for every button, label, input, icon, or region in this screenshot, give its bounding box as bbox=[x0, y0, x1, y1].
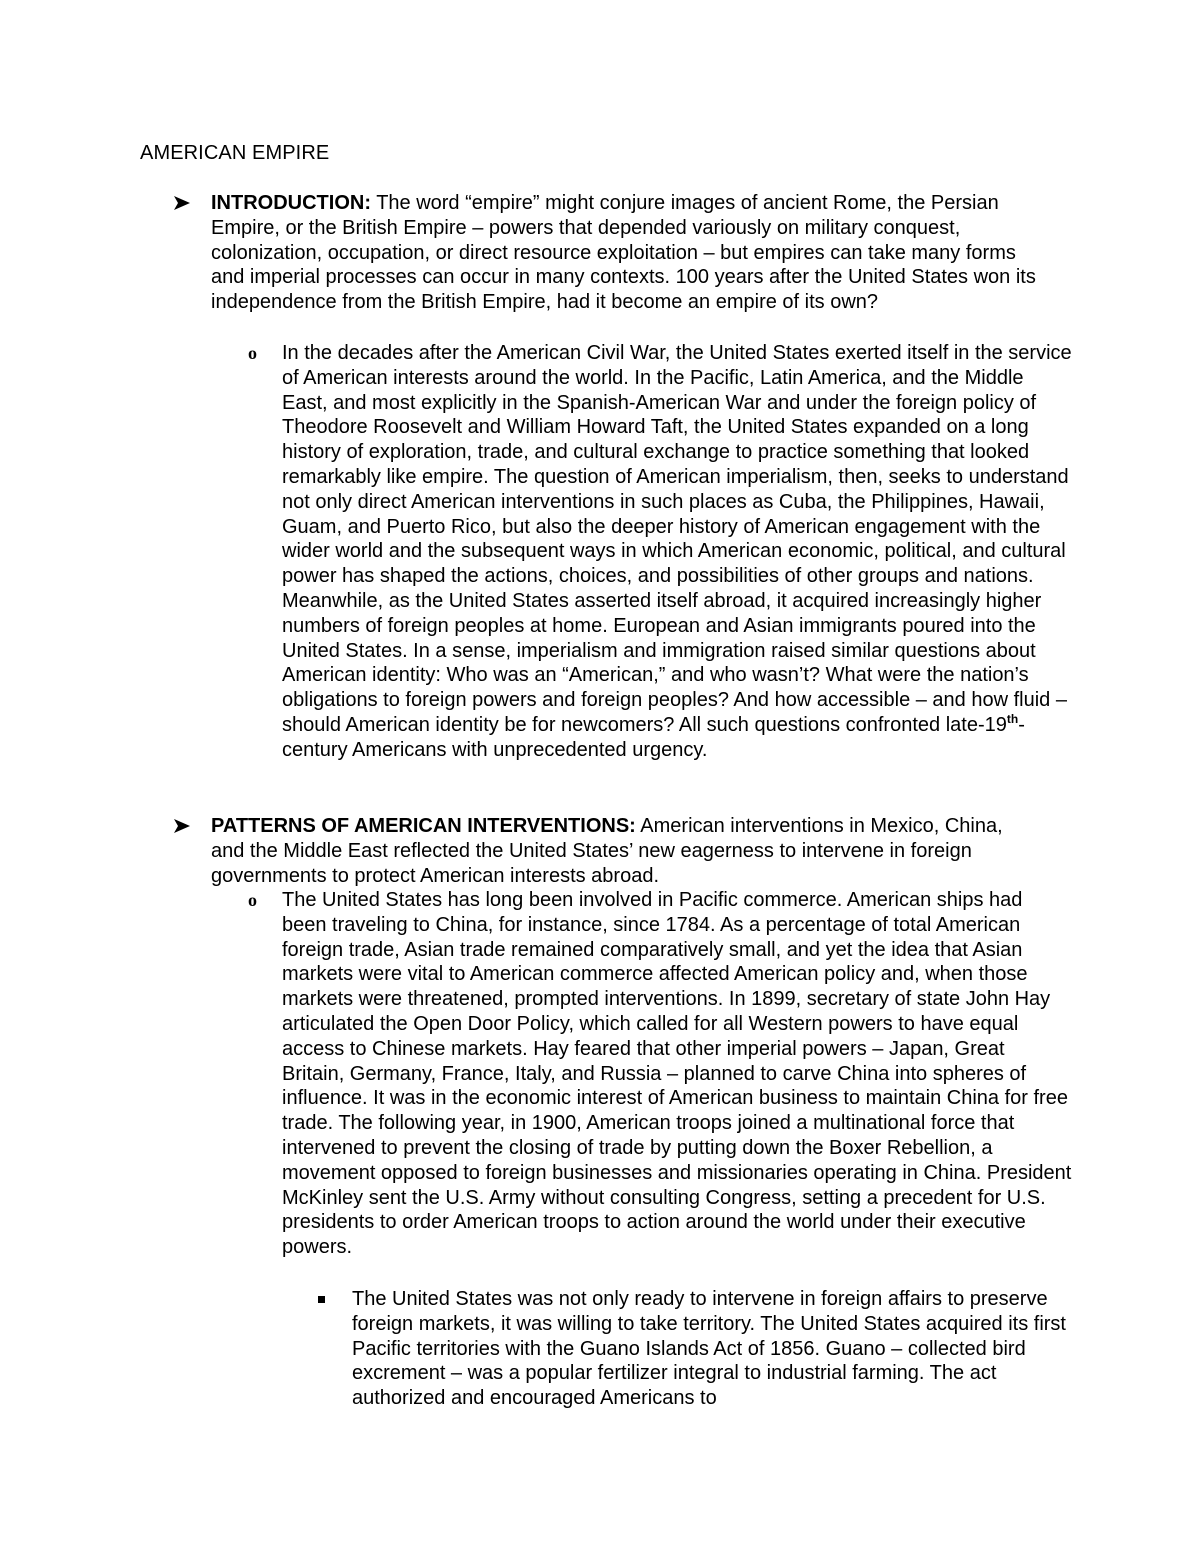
arrow-bullet-icon bbox=[173, 818, 191, 834]
sub-item-pacific-commerce bbox=[248, 888, 1072, 1260]
sub-item-introduction bbox=[248, 341, 1072, 763]
sub-item-text: In the decades after the American Civil War, the United States exerted itself in the service of American interests around the world. In the Pacific, Latin America, and the Middle East, and most explicitly in the Spanish-American War and under the foreign policy of Theodore Roosevelt and William Howard Taft, the United States expanded on a long history of exploration, trade, and cultural exchange to practice something that looked remarkably like empire. The question of American imperialism, then, seeks to understand not only direct American interventions in such places as Cuba, the Philippines, Hawaii, Guam, and Puerto Rico, but also the deeper history of American engagement with the wider world and the subsequent ways in which American economic, political, and cultural power has shaped the actions, choices, and possibilities of other groups and nations. Meanwhile, as the United States asserted itself abroad, it acquired increasingly higher numbers of foreign peoples at home. European and Asian immigrants poured into the United States. In a sense, imperialism and immigration raised similar questions about American identity: Who was an “American,” and who wasn’t? What were the nation’s obligations to foreign powers and foreign peoples? And how accessible – and how fluid – should American identity be for newcomers? All such questions confronted late-19 bbox=[282, 342, 1072, 736]
page-title: AMERICAN EMPIRE bbox=[140, 142, 330, 164]
section-label: INTRODUCTION: bbox=[211, 192, 371, 214]
sub-bullet-marker: o bbox=[248, 890, 257, 910]
arrow-bullet-icon bbox=[173, 195, 191, 211]
sub-bullet-marker: o bbox=[248, 343, 257, 363]
sub-item-text-continued: -century Americans with unprecedented urgency. bbox=[282, 713, 1025, 761]
section-text: American interventions in Mexico, China, and the Middle East reflected the United States’ new eagerness to intervene in foreign governments to protect American interests abroad. bbox=[211, 815, 1003, 887]
section-text: The word “empire” might conjure images of ancient Rome, the Persian Empire, or the British Empire – powers that depended variously on military conquest, colonization, occupation, or direct resource exploitation – but empires can take many forms and imperial processes can occur in many contexts. 100 years after the United States won its independence from the British Empire, had it become an empire of its own? bbox=[211, 192, 1036, 314]
section-label: PATTERNS OF AMERICAN INTERVENTIONS: bbox=[211, 815, 636, 837]
square-bullet-icon bbox=[318, 1296, 325, 1303]
section-patterns-of-american-interventions bbox=[211, 814, 1041, 888]
section-introduction bbox=[211, 191, 1041, 315]
sub-sub-item-text: The United States was not only ready to intervene in foreign affairs to preserve foreign markets, it was willing to take territory. The United States acquired its first Pacific territories with the Guano Islands Act of 1856. Guano – collected bird excrement – was a popular fertilizer integral to industrial farming. The act authorized and encouraged Americans to bbox=[352, 1288, 1066, 1410]
superscript-ordinal: th bbox=[1006, 711, 1019, 726]
sub-sub-item-guano-islands bbox=[352, 1287, 1072, 1411]
sub-item-text: The United States has long been involved in Pacific commerce. American ships had been traveling to China, for instance, since 1784. As a percentage of total American foreign trade, Asian trade remained comparatively small, and yet the idea that Asian markets were vital to American commerce affected American policy and, when those markets were threatened, prompted interventions. In 1899, secretary of state John Hay articulated the Open Door Policy, which called for all Western powers to have equal access to Chinese markets. Hay feared that other imperial powers – Japan, Great Britain, Germany, France, Italy, and Russia – planned to carve China into spheres of influence. It was in the economic interest of American business to maintain China for free trade. The following year, in 1900, American troops joined a multinational force that intervened to prevent the closing of trade by putting down the Boxer Rebellion, a movement opposed to foreign businesses and missionaries operating in China. President McKinley sent the U.S. Army without consulting Congress, setting a precedent for U.S. presidents to order American troops to action around the world under their executive powers. bbox=[282, 889, 1072, 1259]
